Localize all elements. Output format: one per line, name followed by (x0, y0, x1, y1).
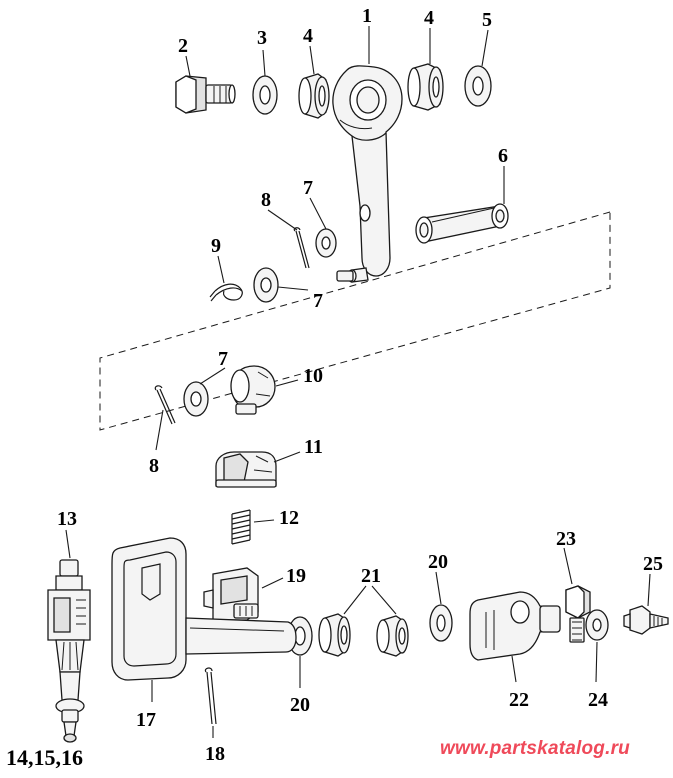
part-8-cotter-pin-a (294, 228, 309, 268)
part-2-bolt (176, 76, 235, 113)
part-17-cam-plate (112, 538, 186, 680)
callout-20-b[interactable]: 20 (290, 694, 310, 716)
part-3-washer (253, 76, 277, 114)
callout-2[interactable]: 2 (178, 35, 188, 57)
part-10-swivel (231, 366, 275, 414)
callout-25[interactable]: 25 (643, 553, 663, 575)
callout-7-c[interactable]: 7 (218, 348, 228, 370)
callout-23[interactable]: 23 (556, 528, 576, 550)
part-23-bolt (566, 586, 590, 642)
callout-1[interactable]: 1 (362, 5, 372, 27)
callout-18[interactable]: 18 (205, 743, 225, 765)
callout-24[interactable]: 24 (588, 689, 608, 711)
part-5-washer (465, 66, 491, 106)
part-4-bushing-left (299, 74, 329, 118)
callout-4-right[interactable]: 4 (424, 7, 434, 29)
callout-10[interactable]: 10 (303, 365, 323, 387)
callout-14-15-16[interactable]: 14,15,16 (6, 745, 83, 770)
watermark-url: www.partskatalog.ru (440, 738, 630, 759)
part-1-steering-arm (333, 66, 402, 282)
part-20-washer-a (430, 605, 452, 641)
part-7-washer-c (184, 382, 208, 416)
steering-tube (186, 618, 296, 654)
callout-8-a[interactable]: 8 (261, 189, 271, 211)
part-21-bushings (319, 614, 408, 656)
part-11-cam-bracket (216, 452, 276, 487)
callout-17[interactable]: 17 (136, 709, 156, 731)
callout-5[interactable]: 5 (482, 9, 492, 31)
part-9-spring-clip (210, 284, 242, 301)
part-6-link-rod (416, 204, 508, 243)
callout-9[interactable]: 9 (211, 235, 221, 257)
callout-13[interactable]: 13 (57, 508, 77, 530)
callout-3[interactable]: 3 (257, 27, 267, 49)
part-4-bushing-right (408, 64, 443, 110)
part-8-cotter-pin-b (155, 386, 175, 424)
part-25-grease-fitting (624, 606, 668, 634)
part-22-clamp-bracket (470, 592, 560, 660)
part-18-cotter-pin (205, 668, 216, 724)
callout-12[interactable]: 12 (279, 507, 299, 529)
callout-6[interactable]: 6 (498, 145, 508, 167)
callout-4-left[interactable]: 4 (303, 25, 313, 47)
callout-11[interactable]: 11 (304, 436, 323, 458)
part-13-sender-assembly (48, 560, 90, 742)
part-7-washer-a (316, 229, 336, 257)
part-12-spring (232, 510, 250, 544)
callout-8-b[interactable]: 8 (149, 455, 159, 477)
callout-21[interactable]: 21 (361, 565, 381, 587)
callout-22[interactable]: 22 (509, 689, 529, 711)
reference-plane (100, 212, 610, 430)
callout-19[interactable]: 19 (286, 565, 306, 587)
part-7-washer-b (254, 268, 278, 302)
callout-7-b[interactable]: 7 (313, 290, 323, 312)
part-19-switch-block (204, 568, 258, 620)
part-24-washer (586, 610, 608, 640)
callout-7-a[interactable]: 7 (303, 177, 313, 199)
callout-20-a[interactable]: 20 (428, 551, 448, 573)
